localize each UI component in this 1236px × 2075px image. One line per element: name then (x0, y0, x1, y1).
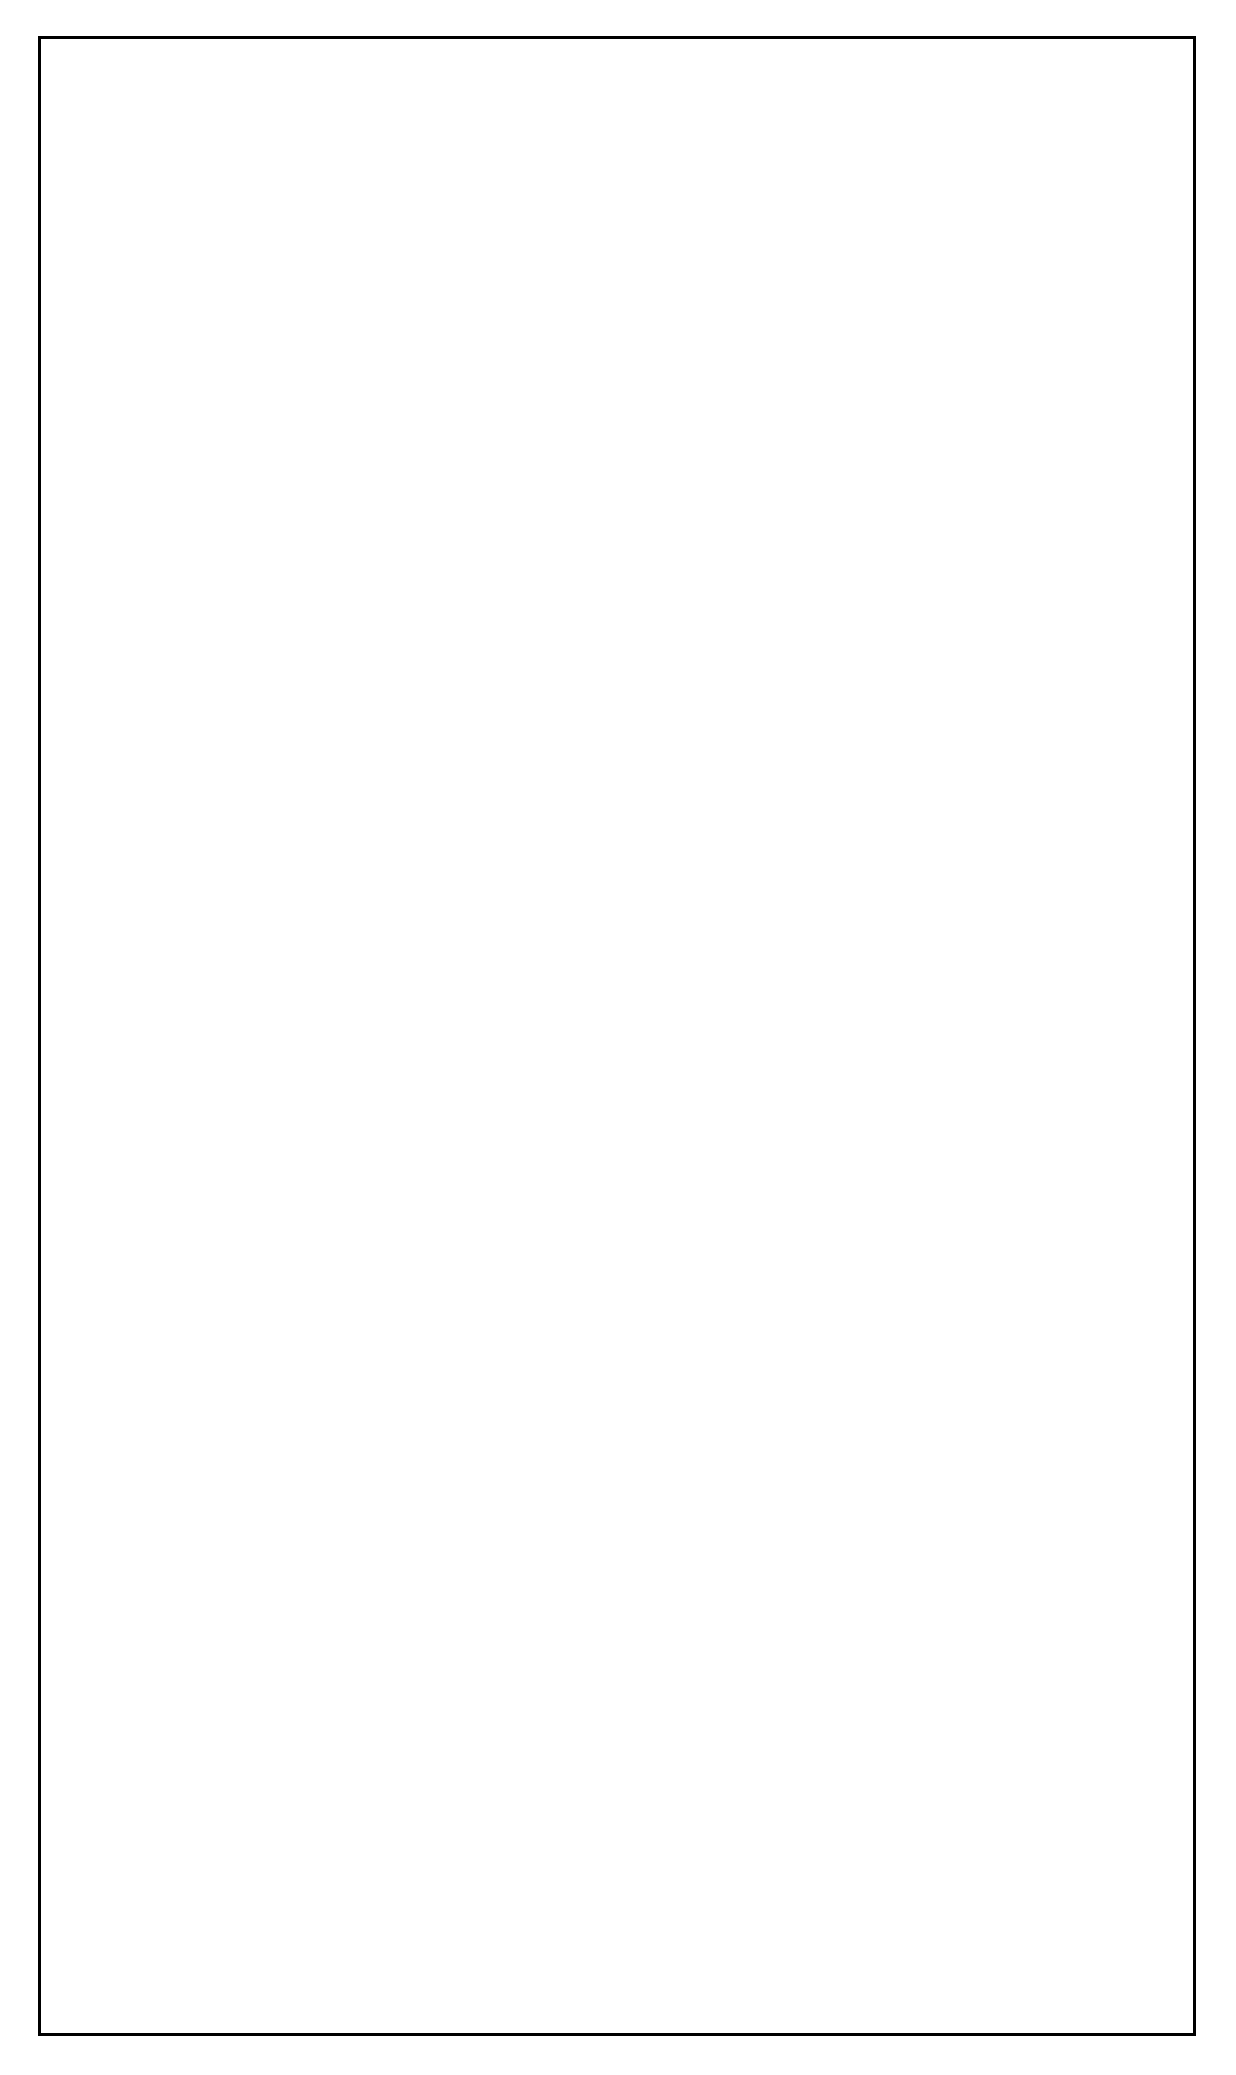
document-frame (38, 36, 1196, 2036)
